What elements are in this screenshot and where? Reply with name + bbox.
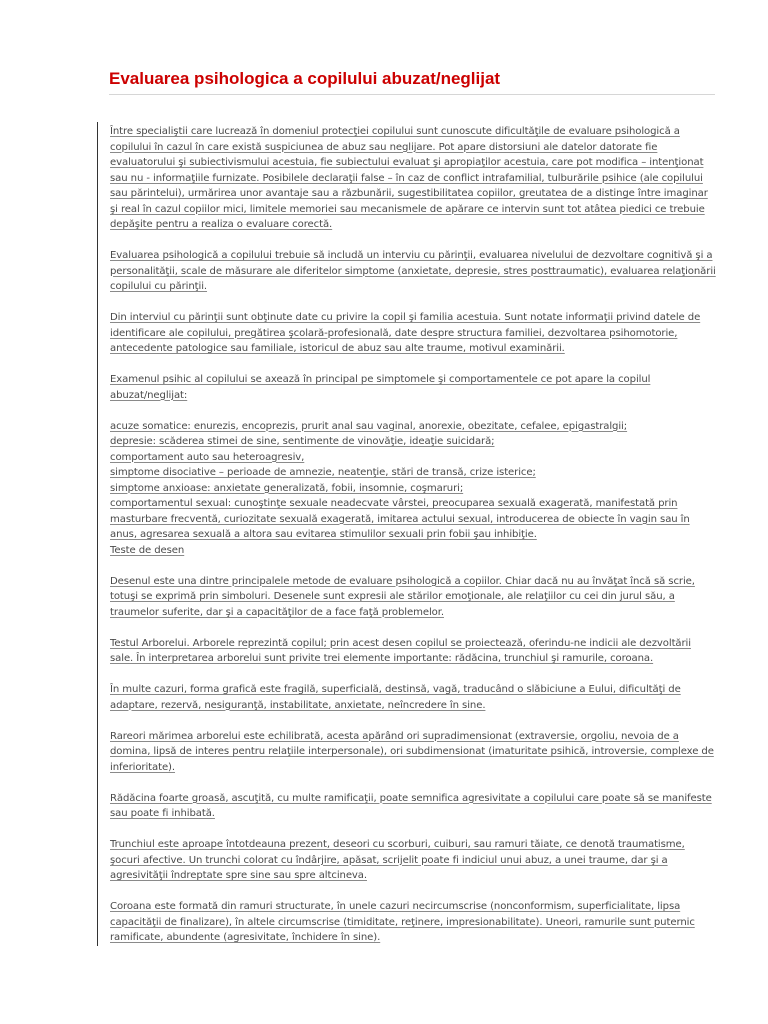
paragraph-evaluation: Evaluarea psihologică a copilului trebuie să includă un interviu cu părinţii, evaluarea nivelului de dezvoltare cognitivă şi a personalităţii, scale de măsurare ale diferitelor simptome (anxietate, depresie, stres posttraumatic), evaluarea relaţionării copilului cu părinţii. (110, 250, 716, 292)
symptom-item-depression: depresie: scăderea stimei de sine, sentimente de vinovăţie, ideaţie suicidară; (110, 436, 495, 447)
paragraph-drawing: Desenul este una dintre principalele metode de evaluare psihologică a copiilor. Chiar dacă nu au învăţat încă să scrie, totuşi se exprimă prin simboluri. Desenele sunt expresii ale stărilor emoţionale, ale relaţiilor cu cei din jurul său, a traumelor suferite, dar şi a capacităţilor de a face faţă problemelor. (110, 575, 695, 618)
symptom-item-dissociative: simptome disociative – perioade de amnezie, neatenţie, stări de transă, crize isterice; (110, 467, 536, 478)
document-title: Evaluarea psihologica a copilului abuzat/neglijat (109, 69, 501, 88)
paragraph-trunk: Trunchiul este aproape întotdeauna prezent, deseori cu scorburi, cuiburi, sau ramuri tăiate, ce denotă traumatisme, şocuri afective. Un trunchi colorat cu îndârjire, apăsat, scrijelit poate fi indiciul unui abuz, a unei traume, dar şi a agresivităţii îndreptate spre sine sau spre altcineva. (110, 839, 685, 881)
symptom-item-sexual: comportamentul sexual: cunoştinţe sexuale neadecvate vârstei, preocuparea sexuală exagerată, manifestată prin masturbare frecventă, curiozitate sexuală exagerată, imitarea actului sexual, introducerea de obiecte în vagin sau în anus, agresarea sexuală a altora sau evitarea stimulilor sexuali prin fobii şau inhibiţie. (110, 498, 690, 540)
paragraph-tree-test: Testul Arborelui. Arborele reprezintă copilul; prin acest desen copilul se proiectează, oferindu-ne indicii ale dezvoltării sale. În interpretarea arborelui sunt privite trei elemente importante: rădăcina, trunchiul şi ramurile, coroana. (110, 637, 691, 664)
section-heading-drawing-tests: Teste de desen (110, 544, 185, 556)
paragraph-root: Rădăcina foarte groasă, ascuţită, cu multe ramificaţii, poate semnifica agresivitate a copilului care poate să se manifeste sau poate fi inhibată. (110, 792, 712, 819)
paragraph-graphic-form: În multe cazuri, forma grafică este fragilă, superficială, destinsă, vagă, traducând o slăbiciune a Eului, dificultăţi de adaptare, rezervă, nesiguranţă, instabilitate, anxietate, neîncredere în sine. (110, 684, 681, 711)
symptom-item-aggression: comportament auto sau heteroagresiv, (110, 451, 305, 463)
left-margin-line (97, 122, 98, 946)
title-divider (109, 94, 715, 95)
paragraph-tree-size: Rareori mărimea arborelui este echilibrată, acesta apărând ori supradimensionat (extraversie, orgoliu, nevoia de a domina, lipsă de interes pentru relaţiile interpersonale), ori subdimensionat (imaturitate psihică, introversie, complexe de inferioritate). (110, 730, 714, 773)
paragraph-intro: Între specialiştii care lucrează în domeniul protecţiei copilului sunt cunoscute dificultăţile de evaluare psihologică a copilului în cazul în care există suspiciunea de abuz sau neglijare. Pot apare distorsiuni ale datelor datorate fie evaluatorului şi subiectivismului acestuia, fie subiectului evaluat şi apropiaţilor acestuia, care pot modifica – intenţionat sau nu - informaţiile furnizate. Posibilele declaraţii false – în caz de conflict intrafamilial, tulburările psihice (ale copilului sau părintelui), urmărirea unor avantaje sau a răzbunării, sugestibilitatea copiilor, greutatea de a distinge între imaginar şi real în cazul copiilor mici, limitele memoriei sau mecanismele de apărare ce intervin sunt tot atâtea piedici ce trebuie depăşite pentru a realiza o evaluare corectă. (110, 126, 708, 230)
symptom-list (110, 419, 716, 559)
symptom-item-anxiety: simptome anxioase: anxietate generalizată, fobii, insomnie, coşmaruri; (110, 482, 464, 494)
paragraph-crown: Coroana este formată din ramuri structurate, în unele cazuri necircumscrise (nonconformism, superficialitate, lipsa capacităţii de finalizare), în altele circumscrise (timiditate, reţinere, impresionabilitate). Uneori, ramurile sunt puternic ramificate, abundente (agresivitate, închidere în sine). (110, 901, 695, 943)
symptom-item-somatic: acuze somatice: enurezis, encoprezis, prurit anal sau vaginal, anorexie, obezitate, cefalee, epigastralgii; (110, 420, 628, 432)
paragraph-exam: Examenul psihic al copilului se axează în principal pe simptomele şi comportamentele ce pot apare la copilul abuzat/neglijat: (110, 374, 651, 401)
paragraph-interview: Din interviul cu părinţii sunt obţinute date cu privire la copil şi familia acestuia. Sunt notate informaţii privind datele de identificare ale copilului, pregătirea şcolară-profesională, date despre structura familiei, dezvoltarea psihomotorie, antecedente patologice sau familiale, istoricul de abuz sau alte traume, motivul examinării. (110, 312, 701, 354)
document-body (110, 124, 716, 961)
